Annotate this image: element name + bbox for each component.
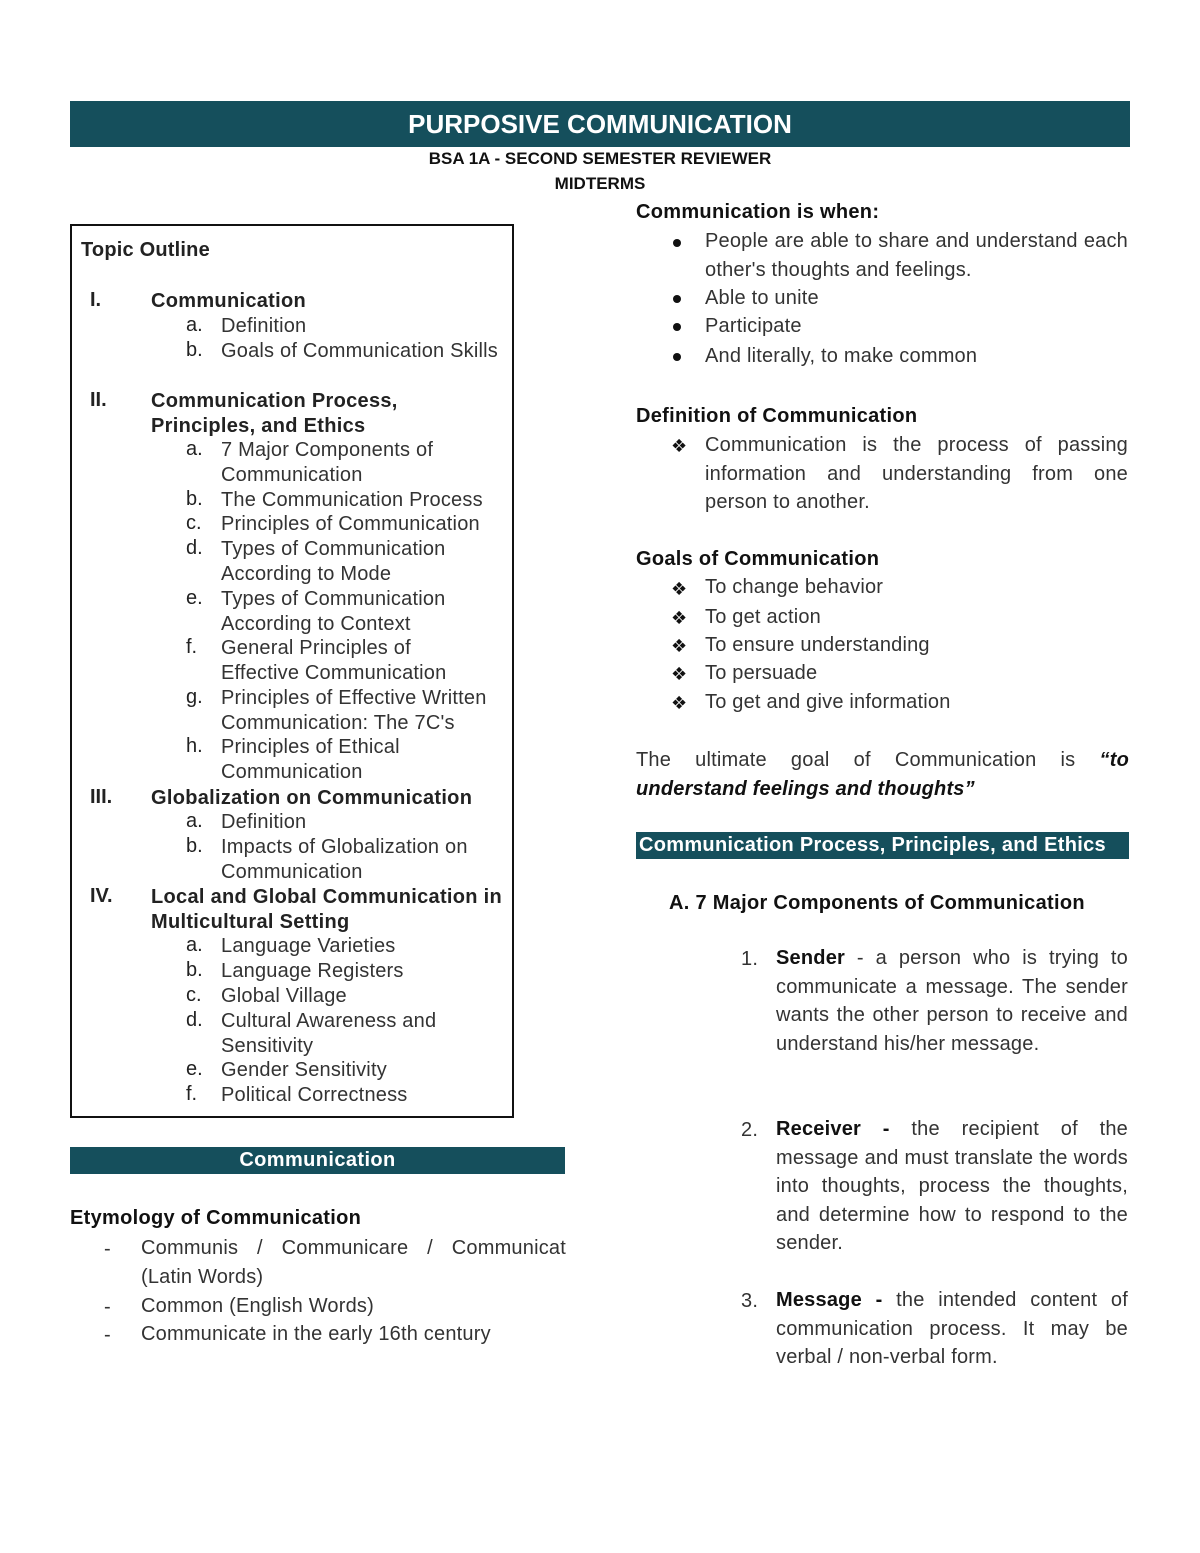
outline-section-number: III. — [90, 786, 113, 808]
outline-item: 7 Major Components of Communication — [221, 439, 434, 486]
outline-item: The Communication Process — [221, 489, 483, 511]
component-item — [776, 944, 1128, 1058]
diamond-bullet-icon: ❖ — [671, 579, 688, 599]
outline-section-title: Communication — [151, 290, 307, 312]
outline-section-number: II. — [90, 389, 107, 411]
outline-item-letter: c. — [186, 512, 202, 534]
outline-item: Global Village — [221, 985, 347, 1007]
bullet-dot — [673, 295, 681, 303]
outline-item: Types of Communication According to Mode — [221, 538, 446, 585]
outline-item-letter: b. — [186, 835, 203, 857]
outline-item: General Principles of Effective Communication — [221, 637, 447, 684]
outline-item: Principles of Communication — [221, 513, 480, 535]
goal-item: To persuade — [705, 662, 818, 684]
outline-item-letter: a. — [186, 438, 203, 460]
outline-item: Impacts of Globalization on Communication — [221, 836, 468, 883]
outline-item: Gender Sensitivity — [221, 1059, 387, 1081]
ultimate-goal-quote: “to understand feelings and thoughts” — [636, 749, 1129, 800]
outline-item-letter: f. — [186, 636, 198, 658]
when-item: People are able to share and understand each other's thoughts and feelings. — [705, 230, 1128, 281]
component-number: 2. — [741, 1119, 759, 1141]
outline-item: Types of Communication According to Context — [221, 588, 446, 635]
outline-item-letter: g. — [186, 686, 203, 708]
when-item: Able to unite — [705, 287, 819, 309]
section-bar-process: Communication Process, Principles, and Ethics — [636, 832, 1129, 859]
goal-item: To change behavior — [705, 576, 884, 598]
outline-item-letter: h. — [186, 735, 203, 757]
component-number: 3. — [741, 1290, 759, 1312]
etymology-item: Communicate in the early 16th century — [141, 1323, 491, 1345]
diamond-bullet-icon: ❖ — [671, 693, 688, 713]
outline-section-number: IV. — [90, 885, 113, 907]
outline-item-letter: f. — [186, 1083, 198, 1105]
dash-bullet: - — [104, 1296, 111, 1318]
goal-item: To ensure understanding — [705, 634, 930, 656]
term-label: MIDTERMS — [554, 174, 646, 193]
when-item: And literally, to make common — [705, 345, 978, 367]
outline-item-letter: a. — [186, 810, 203, 832]
goal-item: To get and give information — [705, 691, 951, 713]
component-term: Receiver — [776, 1118, 861, 1140]
topic-outline-title: Topic Outline — [81, 239, 210, 261]
component-item — [776, 1286, 1128, 1372]
diamond-bullet-icon: ❖ — [671, 664, 688, 684]
outline-item: Definition — [221, 811, 307, 833]
outline-item-letter: a. — [186, 314, 203, 336]
outline-item-letter: d. — [186, 537, 203, 559]
outline-section-number: I. — [90, 289, 102, 311]
goal-item: To get action — [705, 606, 822, 628]
outline-item-letter: b. — [186, 339, 203, 361]
outline-item-letter: b. — [186, 959, 203, 981]
component-number: 1. — [741, 948, 759, 970]
dash-bullet: - — [104, 1238, 111, 1260]
definition-text: Communication is the process of passing information and understanding from one person to another. — [705, 434, 1128, 513]
outline-section-title: Communication Process, Principles, and Ethics — [151, 390, 398, 437]
component-separator: - — [861, 1289, 897, 1311]
components-heading: A. 7 Major Components of Communication — [669, 892, 1085, 914]
outline-item-letter: e. — [186, 587, 203, 609]
bullet-dot — [673, 323, 681, 331]
ultimate-goal-prefix: The ultimate goal of Communication is — [636, 749, 1076, 771]
component-desc: a person who is trying to communicate a message. The sender wants the other person to receive and understand his/her message. — [776, 947, 1129, 1055]
page-title-banner: PURPOSIVE COMMUNICATION — [70, 101, 1130, 147]
diamond-bullet-icon: ❖ — [671, 636, 688, 656]
outline-item: Political Correctness — [221, 1084, 408, 1106]
section-bar-communication: Communication — [70, 1147, 565, 1174]
outline-item: Definition — [221, 315, 307, 337]
outline-item: Cultural Awareness and Sensitivity — [221, 1010, 437, 1057]
outline-section-title: Globalization on Communication — [151, 787, 473, 809]
outline-item: Language Registers — [221, 960, 404, 982]
outline-item: Goals of Communication Skills — [221, 340, 499, 362]
outline-item-letter: d. — [186, 1009, 203, 1031]
outline-section-title: Local and Global Communication in Multicultural Setting — [151, 886, 503, 933]
component-term: Message — [776, 1289, 862, 1311]
component-separator: - — [845, 947, 876, 969]
diamond-bullet-icon: ❖ — [671, 436, 688, 456]
bullet-dot — [673, 239, 681, 247]
definition-heading: Definition of Communication — [636, 405, 918, 427]
dash-bullet: - — [104, 1324, 111, 1346]
when-heading: Communication is when: — [636, 201, 880, 223]
outline-item-letter: a. — [186, 934, 203, 956]
when-item: Participate — [705, 315, 802, 337]
outline-item: Language Varieties — [221, 935, 396, 957]
component-item — [776, 1115, 1128, 1258]
component-separator: - — [861, 1118, 912, 1140]
component-desc: the intended content of communication process. It may be verbal / non-verbal form. — [776, 1289, 1128, 1368]
outline-item-letter: e. — [186, 1058, 203, 1080]
component-desc: the recipient of the message and must translate the words into thoughts, process the thoughts, and determine how to respond to the sender. — [776, 1118, 1128, 1254]
outline-item: Principles of Ethical Communication — [221, 736, 400, 783]
etymology-heading: Etymology of Communication — [70, 1207, 362, 1229]
component-term: Sender — [776, 947, 846, 969]
subtitle: BSA 1A - SECOND SEMESTER REVIEWER — [428, 149, 772, 168]
diamond-bullet-icon: ❖ — [671, 608, 688, 628]
ultimate-goal-paragraph — [636, 746, 1129, 803]
outline-item-letter: b. — [186, 488, 203, 510]
bullet-dot — [673, 353, 681, 361]
outline-item-letter: c. — [186, 984, 202, 1006]
goals-heading: Goals of Communication — [636, 548, 880, 570]
etymology-item: Communis / Communicare / Communicat (Latin Words) — [141, 1237, 566, 1288]
etymology-item: Common (English Words) — [141, 1295, 374, 1317]
outline-item: Principles of Effective Written Communication: The 7C's — [221, 687, 487, 734]
